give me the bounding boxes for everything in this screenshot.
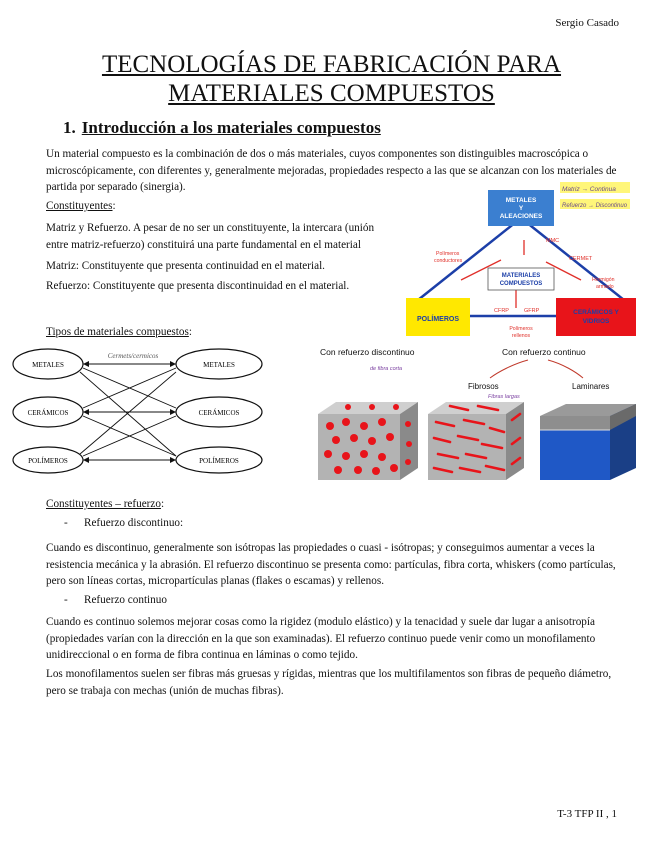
note-fibras-largas: Fibras largas xyxy=(488,394,520,400)
hormigon-2: armado xyxy=(596,284,614,290)
ceramicos-label-2: VIDRIOS xyxy=(582,318,610,325)
rellenos-2: rellenos xyxy=(511,333,531,339)
note-fibra-corta: de fibra corta xyxy=(370,366,403,372)
refuerzo-paragraph-1: Cuando es discontinuo, generalmente son isótropas las propiedades o cuasi - isótropas; y conseguimos aumentar a veces la resistencia mecánica y la abrasión. El refuerzo discontinuo se presenta como: partículas, fibra corta, whiskers (como partículas, pero son líneas cortas, micropartículas planas (flakes o escamas) y rellenos. xyxy=(46,542,616,587)
mmc-label: MMC xyxy=(546,238,560,244)
block-laminates xyxy=(540,404,636,480)
polimeros-conductores-2: conductores xyxy=(434,258,463,264)
polimeros-label: POLÍMEROS xyxy=(416,316,460,323)
compuestos-label-2: COMPUESTOS xyxy=(499,281,543,287)
bullet-continuo xyxy=(64,594,167,606)
bullet-continuo-text: Refuerzo continuo xyxy=(84,594,167,606)
bullet-discontinuo xyxy=(64,517,183,529)
section-heading xyxy=(63,118,381,138)
block-particles xyxy=(318,402,418,480)
constituyentes-colon: : xyxy=(112,200,116,212)
compuestos-label-1: MATERIALES xyxy=(501,273,541,279)
rellenos-1: Polímeros xyxy=(509,326,533,332)
page-number: T-3 TFP II , 1 xyxy=(557,808,617,820)
constituyentes-heading xyxy=(46,198,116,215)
metales-label-3: ALEACIONES xyxy=(499,213,543,220)
ceramicos-box xyxy=(556,298,636,336)
bullet-dash-1: - xyxy=(64,517,68,529)
title-line-2: MATERIALES COMPUESTOS xyxy=(168,80,495,107)
constituyentes-paragraph-1: Matriz y Refuerzo. A pesar de no ser un constituyente, la intercara (unión entre matriz-refuerzo) constituirá una parte fundamental en el material xyxy=(46,222,375,251)
fibrosos-label: Fibrosos xyxy=(468,382,499,391)
gfrp-label: GFRP xyxy=(524,308,540,314)
laminares-label: Laminares xyxy=(572,382,610,391)
note-matriz: Matriz → Continua xyxy=(562,186,616,193)
title-line-1: TECNOLOGÍAS DE FABRICACIÓN PARA xyxy=(101,51,562,78)
cfrp-label: CFRP xyxy=(494,308,509,314)
block-short-fibers xyxy=(428,402,524,480)
constituyentes-heading-text: Constituyentes xyxy=(46,200,113,212)
bullet-discontinuo-text: Refuerzo discontinuo: xyxy=(84,517,184,529)
ceramicos-label-1: CERÁMICOS Y xyxy=(573,309,619,316)
branch-fibrosos xyxy=(490,360,528,378)
right-label-polimeros: POLÍMEROS xyxy=(199,457,239,465)
left-label-ceramicos: CERÁMICOS xyxy=(27,409,69,417)
page-title xyxy=(0,50,663,108)
author-name: Sergio Casado xyxy=(555,17,619,29)
refuerzo-heading xyxy=(46,496,164,513)
cermet-label: CERMET xyxy=(569,256,593,262)
polimeros-conductores-1: Polímeros xyxy=(436,251,460,257)
refuerzo-paragraph-2: Cuando es continuo solemos mejorar cosas como la rigidez (modulo elástico) y la tenacidad y suele dar lugar a anisotropía (propiedades varían con la dirección en la que son examinadas). El refuerzo continuo puede venir como un monofilamento unidireccional o en forma de fibra continua en láminas o como tejido. xyxy=(46,616,596,661)
discontinuo-label: Con refuerzo discontinuo xyxy=(320,347,415,357)
hormigon-1: Hormigón xyxy=(592,277,615,283)
branch-laminares xyxy=(548,360,583,378)
left-label-polimeros: POLÍMEROS xyxy=(28,457,68,465)
left-label-metales: METALES xyxy=(32,361,64,369)
right-label-metales: METALES xyxy=(203,361,235,369)
constituyentes-paragraph-2: Matriz: Constituyente que presenta continuidad en el material. xyxy=(46,260,325,272)
section-number: 1. xyxy=(63,118,76,137)
refuerzo-heading-text: Constituyentes – refuerzo xyxy=(46,498,161,510)
note-refuerzo: Refuerzo → Discontinuo xyxy=(562,203,628,209)
tipos-heading-text: Tipos de materiales compuestos xyxy=(46,326,189,338)
section-title: Introducción a los materiales compuestos xyxy=(81,118,381,137)
cermet-handwritten-note: Cermets/cermicos xyxy=(107,352,159,360)
continuo-label: Con refuerzo continuo xyxy=(502,347,586,357)
materials-triangle-diagram xyxy=(406,180,636,340)
constituyentes-paragraph-3: Refuerzo: Constituyente que presenta discontinuidad en el material. xyxy=(46,280,350,292)
metales-label-1: METALES xyxy=(505,197,537,204)
refuerzo-colon: : xyxy=(160,498,165,510)
intro-paragraph: Un material compuesto es la combinación de dos o más materiales, cuyos componentes son distinguibles macroscópica o microscópicamente, con diferentes y, generalmente mejoradas, propiedades respecto a las que se alcanzan con los materiales de partida por separado (sinergia). xyxy=(46,148,617,193)
metales-label-2: Y xyxy=(518,205,524,212)
bullet-dash-2: - xyxy=(64,594,68,606)
right-label-ceramicos: CERÁMICOS xyxy=(198,409,240,417)
combinations-diagram xyxy=(8,344,270,474)
reinforcement-diagram xyxy=(308,344,638,490)
tipos-colon: : xyxy=(188,326,192,338)
tipos-heading xyxy=(46,324,192,341)
refuerzo-paragraph-3: Los monofilamentos suelen ser fibras más gruesas y rígidas, mientras que los multifilamentos son fibras de pequeño diámetro, pero se trabaja con mechas (unión de muchas fibras). xyxy=(46,668,612,697)
